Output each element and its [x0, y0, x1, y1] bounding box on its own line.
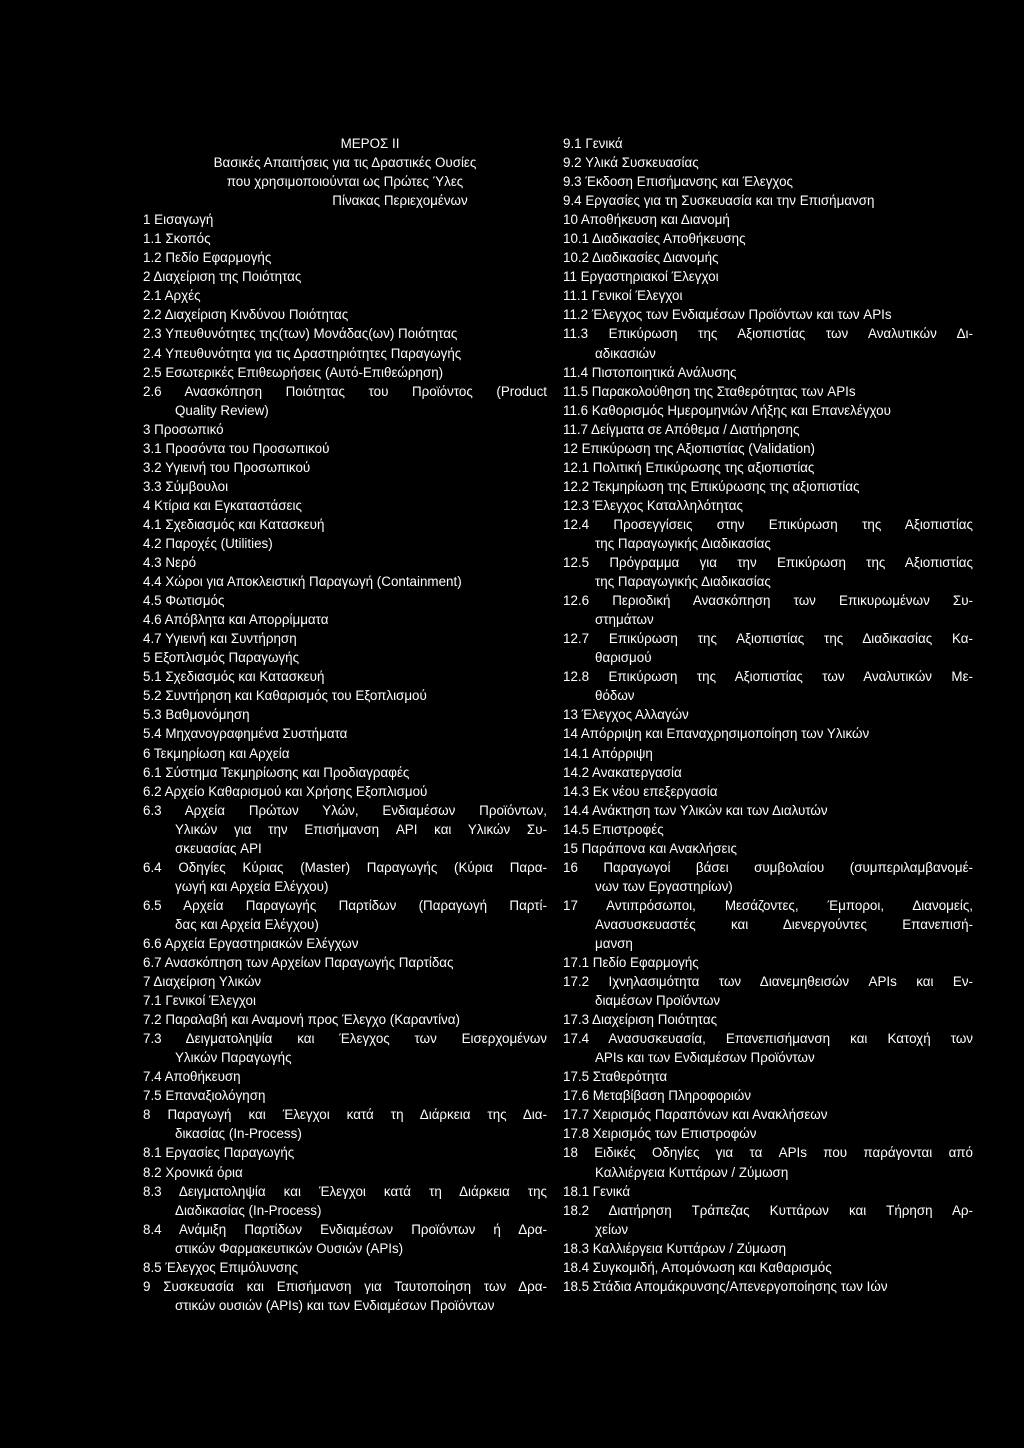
toc-entry: 4.4 Χώροι για Αποκλειστική Παραγωγή (Containment)	[143, 574, 462, 590]
toc-entry: 7.4 Αποθήκευση	[143, 1069, 241, 1085]
toc-entry: 14.2 Ανακατεργασία	[563, 764, 682, 780]
toc-entry: APIs και των Ενδιαμέσων Προϊόντων	[595, 1050, 815, 1066]
toc-entry: 11 Εργαστηριακοί Έλεγχοι	[563, 269, 719, 285]
toc-entry: 5.2 Συντήρηση και Καθαρισμός του Εξοπλισμού	[143, 688, 427, 704]
toc-entry: 7.5 Επαναξιολόγηση	[143, 1088, 266, 1104]
toc-entry: 17.8 Χειρισμός των Επιστροφών	[563, 1126, 757, 1142]
toc-entry: 4.2 Παροχές (Utilities)	[143, 535, 273, 551]
part-heading: ΜΕΡΟΣ ΙΙ	[340, 136, 400, 151]
toc-entry: 4.7 Υγιεινή και Συντήρηση	[143, 631, 297, 647]
toc-entry: 9 Συσκευασία και Επισήμανση για Ταυτοποίηση των Δρα-	[143, 1278, 547, 1294]
toc-entry: 18.3 Καλλιέργεια Κυττάρων / Ζύμωση	[563, 1240, 787, 1256]
toc-entry: 17 Αντιπρόσωποι, Μεσάζοντες, Έμποροι, Διανομείς,	[563, 897, 973, 913]
toc-entry: 4.6 Απόβλητα και Απορρίμματα	[143, 612, 329, 628]
toc-entry: 18.1 Γενικά	[563, 1183, 631, 1199]
toc-right-column	[563, 134, 973, 1296]
toc-entry: 6.6 Αρχεία Εργαστηριακών Ελέγχων	[143, 935, 359, 951]
toc-entry: 3 Προσωπικό	[143, 421, 224, 437]
toc-entry: 1 Εισαγωγή	[143, 212, 214, 228]
toc-entry: 6.2 Αρχείο Καθαρισμού και Χρήσης Εξοπλισμού	[143, 783, 428, 799]
toc-entry: 2 Διαχείριση της Ποιότητας	[143, 269, 302, 285]
toc-entry: 11.2 Έλεγχος των Ενδιαμέσων Προϊόντων και των APIs	[563, 307, 892, 323]
toc-entry: 9.2 Υλικά Συσκευασίας	[563, 155, 699, 171]
toc-entry: δας και Αρχεία Ελέγχου)	[175, 916, 319, 932]
toc-entry: αδικασιών	[595, 345, 656, 361]
toc-entry: 2.3 Υπευθυνότητες της(των) Μονάδας(ων) Ποιότητας	[143, 326, 458, 342]
toc-entry: 14.5 Επιστροφές	[563, 821, 664, 837]
toc-entry: 18.4 Συγκομιδή, Απομόνωση και Καθαρισμός	[563, 1259, 832, 1275]
toc-entry: 4 Κτίρια και Εγκαταστάσεις	[143, 497, 302, 513]
toc-entry: 8.4 Ανάμιξη Παρτίδων Ενδιαμέσων Προϊόντων ή Δρα-	[143, 1221, 547, 1237]
toc-entry: 2.4 Υπευθυνότητα για τις Δραστηριότητες Παραγωγής	[143, 345, 462, 361]
toc-entry: 12.7 Επικύρωση της Αξιοπιστίας της Διαδικασίας Κα-	[563, 631, 973, 647]
part-subtitle-line-1: Βασικές Απαιτήσεις για τις Δραστικές Ουσίες	[213, 155, 477, 171]
toc-entry: 3.3 Σύμβουλοι	[143, 478, 229, 494]
toc-entry: 4.5 Φωτισμός	[143, 593, 225, 609]
toc-entry: μανση	[595, 935, 633, 951]
toc-entry: 17.2 Ιχνηλασιμότητα των Διανεμηθεισών APIs και Εν-	[563, 974, 973, 990]
toc-entry: 6.3 Αρχεία Πρώτων Υλών, Ενδιαμέσων Προϊόντων,	[143, 802, 547, 818]
toc-entry: 7.3 Δειγματοληψία και Έλεγχος των Εισερχομένων	[143, 1031, 547, 1047]
toc-entry: Υλικών για την Επισήμανση API και Υλικών Συ-	[175, 821, 547, 837]
toc-entry: 3.2 Υγιεινή του Προσωπικού	[143, 459, 311, 475]
toc-entry: Διαδικασίας (In-Process)	[175, 1202, 322, 1218]
toc-left-column	[143, 134, 547, 1315]
toc-entry: 14.3 Εκ νέου επεξεργασία	[563, 783, 718, 799]
toc-entry: στημάτων	[595, 612, 654, 628]
toc-right-list	[563, 134, 973, 1296]
toc-entry: 1.1 Σκοπός	[143, 231, 211, 247]
toc-entry: 6.5 Αρχεία Παραγωγής Παρτίδων (Παραγωγή Παρτί-	[143, 897, 547, 913]
toc-entry: 12.1 Πολιτική Επικύρωσης της αξιοπιστίας	[563, 459, 815, 475]
toc-entry: γωγή και Αρχεία Ελέγχου)	[175, 878, 329, 894]
toc-entry: 8.1 Εργασίες Παραγωγής	[143, 1145, 295, 1161]
toc-entry: 12.8 Επικύρωση της Αξιοπιστίας των Αναλυτικών Με-	[563, 669, 973, 685]
toc-entry: 3.1 Προσόντα του Προσωπικού	[143, 440, 330, 456]
toc-entry: 9.1 Γενικά	[563, 136, 623, 151]
toc-entry: 7.1 Γενικοί Έλεγχοι	[143, 993, 256, 1009]
toc-entry: στικών ουσιών (APIs) και των Ενδιαμέσων Προϊόντων	[175, 1297, 495, 1313]
toc-entry: 11.5 Παρακολούθηση της Σταθερότητας των APIs	[563, 383, 856, 399]
toc-entry: 12.5 Πρόγραμμα για την Επικύρωση της Αξιοπιστίας	[563, 555, 973, 571]
toc-entry: 18.5 Στάδια Απομάκρυνσης/Απενεργοποίησης των Ιών	[563, 1278, 888, 1294]
toc-entry: 10 Αποθήκευση και Διανομή	[563, 212, 730, 228]
toc-entry: νων των Εργαστηρίων)	[595, 878, 733, 894]
toc-entry: 11.3 Επικύρωση της Αξιοπιστίας των Αναλυτικών Δι-	[563, 326, 973, 342]
toc-entry: 12 Επικύρωση της Αξιοπιστίας (Validation)	[563, 440, 816, 456]
toc-entry: διαμέσων Προϊόντων	[595, 993, 721, 1009]
toc-entry: 11.1 Γενικοί Έλεγχοι	[563, 288, 683, 304]
toc-entry: 13 Έλεγχος Αλλαγών	[563, 707, 689, 723]
toc-entry: 16 Παραγωγοί βάσει συμβολαίου (συμπεριλαμβανομέ-	[563, 859, 973, 875]
toc-entry: Ανασυσκευαστές και Διενεργούντες Επανεπισή-	[595, 916, 973, 932]
toc-entry: 14.1 Απόρριψη	[563, 745, 653, 761]
toc-entry: Υλικών Παραγωγής	[175, 1050, 292, 1066]
toc-title: Πίνακας Περιεχομένων	[332, 193, 468, 209]
toc-entry: 5.4 Μηχανογραφημένα Συστήματα	[143, 726, 348, 742]
toc-entry: χείων	[595, 1221, 629, 1237]
toc-entry: 6.4 Οδηγίες Κύριας (Master) Παραγωγής (Κύρια Παρα-	[143, 859, 547, 875]
toc-entry: 17.1 Πεδίο Εφαρμογής	[563, 955, 699, 971]
toc-entry: 10.1 Διαδικασίες Αποθήκευσης	[563, 231, 746, 247]
toc-entry: 4.3 Νερό	[143, 555, 197, 571]
toc-entry: 4.1 Σχεδιασμός και Κατασκευή	[143, 516, 325, 532]
toc-entry: 8.2 Χρονικά όρια	[143, 1164, 243, 1180]
toc-entry: 17.6 Μεταβίβαση Πληροφοριών	[563, 1088, 752, 1104]
toc-entry: 2.5 Εσωτερικές Επιθεωρήσεις (Αυτό-Επιθεώρηση)	[143, 364, 444, 380]
toc-entry: της Παραγωγικής Διαδικασίας	[595, 574, 771, 590]
toc-entry: 8.5 Έλεγχος Επιμόλυνσης	[143, 1259, 299, 1275]
toc-entry: 11.4 Πιστοποιητικά Ανάλυσης	[563, 364, 737, 380]
toc-entry: 12.2 Τεκμηρίωση της Επικύρωσης της αξιοπιστίας	[563, 478, 860, 494]
toc-entry: 17.5 Σταθερότητα	[563, 1069, 668, 1085]
toc-entry: 6 Τεκμηρίωση και Αρχεία	[143, 745, 290, 761]
part-subtitle-line-2: που χρησιμοποιούνται ως Πρώτες Ύλες	[226, 174, 464, 190]
toc-entry: 11.7 Δείγματα σε Απόθεμα / Διατήρησης	[563, 421, 800, 437]
toc-entry: 12.6 Περιοδική Ανασκόπηση των Επικυρωμένων Συ-	[563, 593, 973, 609]
toc-entry: 18 Ειδικές Οδηγίες για τα APIs που παράγονται από	[563, 1145, 973, 1161]
toc-entry: 6.7 Ανασκόπηση των Αρχείων Παραγωγής Παρτίδας	[143, 955, 454, 971]
toc-entry: 14 Απόρριψη και Επαναχρησιμοποίηση των Υλικών	[563, 726, 870, 742]
toc-entry: 14.4 Ανάκτηση των Υλικών και των Διαλυτών	[563, 802, 828, 818]
toc-entry: 18.2 Διατήρηση Τράπεζας Κυττάρων και Τήρηση Αρ-	[563, 1202, 973, 1218]
toc-entry: 17.4 Ανασυσκευασία, Επανεπισήμανση και Κατοχή των	[563, 1031, 973, 1047]
toc-entry: θαρισμού	[595, 650, 652, 666]
toc-entry: 15 Παράπονα και Ανακλήσεις	[563, 840, 737, 856]
toc-entry: 11.6 Καθορισμός Ημερομηνιών Λήξης και Επανελέγχου	[563, 402, 891, 418]
toc-entry: 17.3 Διαχείριση Ποιότητας	[563, 1012, 718, 1028]
toc-entry: 5 Εξοπλισμός Παραγωγής	[143, 650, 300, 666]
toc-entry: της Παραγωγικής Διαδικασίας	[595, 535, 771, 551]
toc-entry: 12.4 Προσεγγίσεις στην Επικύρωση της Αξιοπιστίας	[563, 516, 973, 532]
toc-entry: 7.2 Παραλαβή και Αναμονή προς Έλεγχο (Καραντίνα)	[143, 1012, 460, 1028]
toc-entry: 8 Παραγωγή και Έλεγχοι κατά τη Διάρκεια της Δια-	[143, 1107, 547, 1123]
toc-entry: 2.6 Ανασκόπηση Ποιότητας του Προϊόντος (Product	[143, 383, 547, 399]
toc-entry: 8.3 Δειγματοληψία και Έλεγχοι κατά τη Διάρκεια της	[143, 1183, 547, 1199]
toc-entry: στικών Φαρμακευτικών Ουσιών (APIs)	[175, 1240, 404, 1256]
toc-entry: 5.3 Βαθμονόμηση	[143, 707, 250, 723]
toc-entry: θόδων	[595, 688, 635, 704]
toc-entry: Quality Review)	[175, 402, 269, 418]
toc-entry: 6.1 Σύστημα Τεκμηρίωσης και Προδιαγραφές	[143, 764, 410, 780]
toc-entry: 2.2 Διαχείριση Κινδύνου Ποιότητας	[143, 307, 349, 323]
toc-entry: 10.2 Διαδικασίες Διανομής	[563, 250, 719, 266]
toc-entry: δικασίας (In-Process)	[175, 1126, 302, 1142]
toc-entry: 2.1 Αρχές	[143, 288, 201, 304]
toc-left-list	[143, 210, 547, 1315]
toc-entry: Καλλιέργεια Κυττάρων / Ζύμωση	[595, 1164, 789, 1180]
toc-entry: 12.3 Έλεγχος Καταλληλότητας	[563, 497, 743, 513]
toc-entry: σκευασίας API	[175, 840, 262, 856]
toc-entry: 1.2 Πεδίο Εφαρμογής	[143, 250, 272, 266]
toc-entry: 17.7 Χειρισμός Παραπόνων και Ανακλήσεων	[563, 1107, 828, 1123]
toc-entry: 9.3 Έκδοση Επισήμανσης και Έλεγχος	[563, 174, 793, 190]
toc-entry: 9.4 Εργασίες για τη Συσκευασία και την Επισήμανση	[563, 193, 875, 209]
toc-entry: 7 Διαχείριση Υλικών	[143, 974, 262, 990]
toc-entry: 5.1 Σχεδιασμός και Κατασκευή	[143, 669, 325, 685]
